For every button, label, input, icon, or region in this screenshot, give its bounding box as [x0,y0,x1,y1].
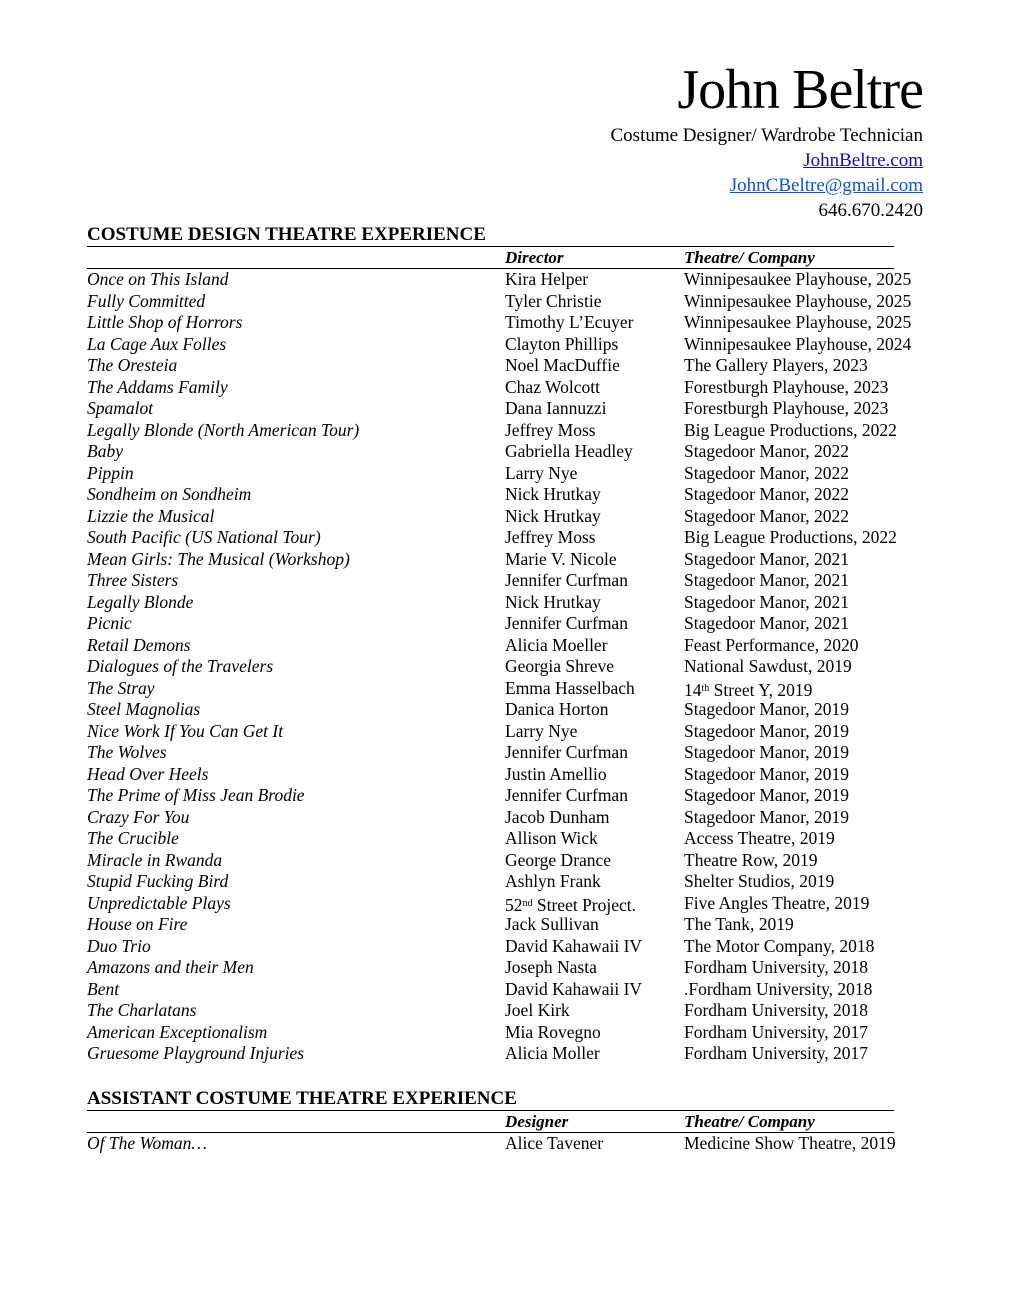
credit-row [87,979,894,1001]
theatre-company: Stagedoor Manor, 2021 [684,613,850,633]
director-name: Joseph Nasta [505,957,597,977]
designer-name: Alice Tavener [505,1133,604,1153]
production-title: Pippin [87,462,134,483]
director-name: Marie V. Nicole [505,548,617,569]
credit-row [87,807,894,829]
director-name: George Drance [505,849,612,870]
director-name: Allison Wick [505,828,598,848]
production-title: Of The Woman… [87,1133,207,1153]
production-title: The Crucible [87,828,179,848]
credit-row [87,914,894,936]
director-name: Jennifer Curfman [505,570,628,590]
director-name: Georgia Shreve [505,656,615,676]
designer-column-header: Designer [505,1112,569,1131]
production-title: Bent [87,978,120,999]
theatre-company: Stagedoor Manor, 2019 [684,806,850,827]
theatre-column-header: Theatre/ Company [684,1112,815,1131]
director-name: Justin Amellio [505,763,607,784]
production-title: Fully Committed [87,290,206,311]
credit-row [87,570,894,592]
theatre-company: Fordham University, 2018 [684,1000,869,1020]
credit-row [87,355,894,377]
director-name: Alicia Moller [505,1043,600,1063]
director-name: Chaz Wolcott [505,376,600,397]
credit-row [87,290,912,313]
credit-row [87,721,894,743]
director-name: Jennifer Curfman [505,613,628,633]
credit-row [87,785,894,807]
theatre-company: The Gallery Players, 2023 [684,355,868,375]
costume-design-section [87,224,912,1065]
director-name: Emma Hasselbach [505,677,635,698]
website-link[interactable]: JohnBeltre.com [803,150,923,171]
director-name: Larry Nye [505,462,578,483]
theatre-company: Stagedoor Manor, 2021 [684,548,850,569]
director-name: Jeffrey Moss [505,419,596,440]
credit-row [87,1043,894,1065]
credit-row [87,699,894,721]
email-link[interactable]: JohnCBeltre@gmail.com [729,175,923,196]
credit-row [87,527,897,549]
credit-row [87,333,912,356]
credit-row [87,1000,894,1022]
credit-row [87,764,894,786]
theatre-company: Stagedoor Manor, 2019 [684,699,850,719]
credit-row [87,678,894,700]
production-title: Amazons and their Men [87,957,254,977]
director-name: Timothy L’Ecuyer [505,312,634,332]
production-title: Once on This Island [87,269,229,289]
credit-row [87,635,894,657]
production-title: La Cage Aux Folles [87,333,227,354]
production-title: Stupid Fucking Bird [87,871,229,891]
column-header-row [87,1111,894,1133]
production-title: Mean Girls: The Musical (Workshop) [87,548,350,569]
section-title: ASSISTANT COSTUME THEATRE EXPERIENCE [87,1089,894,1111]
resume-header [611,58,924,223]
production-title: Crazy For You [87,806,190,827]
director-name: Jacob Dunham [505,806,610,827]
credit-row [87,549,894,571]
credit-row [87,312,912,334]
phone-number: 646.670.2420 [818,200,923,221]
credit-row [87,398,894,420]
credit-row [87,656,894,678]
theatre-company: Forestburgh Playhouse, 2023 [684,398,889,418]
credit-row [87,613,894,635]
credit-row [87,592,894,614]
director-name: Larry Nye [505,720,578,741]
theatre-company: Fordham University, 2018 [684,957,869,977]
job-title: Costume Designer/ Wardrobe Technician [610,125,923,146]
theatre-company: Winnipesaukee Playhouse, 2025 [684,290,912,311]
theatre-company: Stagedoor Manor, 2019 [684,763,850,784]
theatre-company: Stagedoor Manor, 2022 [684,441,850,461]
theatre-company: Access Theatre, 2019 [684,828,835,848]
production-title: Nice Work If You Can Get It [87,720,284,741]
theatre-company: National Sawdust, 2019 [684,656,852,676]
credits-list [87,269,912,1065]
production-title: Gruesome Playground Injuries [87,1043,305,1063]
credit-row [87,1022,894,1044]
credit-row [87,828,894,850]
theatre-column-header: Theatre/ Company [684,248,815,267]
director-name: Mia Rovegno [505,1021,601,1042]
production-title: Spamalot [87,398,154,418]
theatre-company: Stagedoor Manor, 2019 [684,720,850,741]
director-name: Tyler Christie [505,290,602,311]
production-title: Picnic [87,613,132,633]
production-title: South Pacific (US National Tour) [87,527,321,547]
director-name: Nick Hrutkay [505,484,601,504]
section-title: COSTUME DESIGN THEATRE EXPERIENCE [87,225,894,247]
director-name: Jack Sullivan [505,914,599,934]
theatre-company: Big League Productions, 2022 [684,527,897,547]
theatre-company: Stagedoor Manor, 2021 [684,570,850,590]
director-name: David Kahawaii IV [505,935,643,956]
production-title: House on Fire [87,914,188,934]
production-title: Little Shop of Horrors [87,312,243,332]
credit-row [87,463,894,485]
production-title: Baby [87,441,123,461]
theatre-company: Stagedoor Manor, 2019 [684,785,850,805]
credit-row [87,419,897,442]
director-name: David Kahawaii IV [505,978,643,999]
credit-row [87,1133,894,1155]
column-header-row [87,247,894,269]
production-title: The Oresteia [87,355,178,375]
production-title: The Wolves [87,742,167,762]
director-name: Clayton Phillips [505,333,619,354]
theatre-company: 14th Street Y, 2019 [684,679,813,700]
theatre-company: Stagedoor Manor, 2019 [684,742,850,762]
director-name: Ashlyn Frank [505,871,601,891]
production-title: Steel Magnolias [87,699,201,719]
production-title: The Addams Family [87,376,228,397]
director-name: Nick Hrutkay [505,591,601,612]
production-title: Three Sisters [87,570,179,590]
production-title: Head Over Heels [87,763,209,784]
production-title: Legally Blonde [87,591,194,612]
production-title: The Charlatans [87,1000,197,1020]
credit-row [87,441,894,463]
director-name: Joel Kirk [505,1000,570,1020]
theatre-company: Stagedoor Manor, 2022 [684,484,850,504]
theatre-company: The Motor Company, 2018 [684,935,875,956]
credit-row [87,377,894,399]
director-name: 52nd Street Project. [505,894,637,915]
theatre-company: Big League Productions, 2022 [684,419,897,440]
assistant-costume-section [87,1089,894,1155]
director-name: Jennifer Curfman [505,785,628,805]
credit-row [87,742,894,764]
production-title: Lizzie the Musical [87,505,215,526]
credit-row [87,871,894,893]
production-title: Legally Blonde (North American Tour) [87,419,360,440]
director-name: Jeffrey Moss [505,527,596,547]
theatre-company: Stagedoor Manor, 2022 [684,462,850,483]
director-name: Kira Helper [505,269,589,289]
director-name: Nick Hrutkay [505,505,601,526]
theatre-company: Forestburgh Playhouse, 2023 [684,376,889,397]
production-title: Dialogues of the Travelers [87,656,274,676]
director-name: Alicia Moeller [505,634,608,655]
director-name: Noel MacDuffie [505,355,620,375]
production-title: American Exceptionalism [87,1021,268,1042]
production-title: The Stray [87,677,155,698]
credits-list [87,1133,894,1155]
production-title: Miracle in Rwanda [87,849,223,870]
theatre-company: Winnipesaukee Playhouse, 2024 [684,333,912,354]
director-name: Gabriella Headley [505,441,633,461]
theatre-company: Winnipesaukee Playhouse, 2025 [684,312,912,332]
theatre-company: Shelter Studios, 2019 [684,871,835,891]
theatre-company: Medicine Show Theatre, 2019 [684,1133,896,1153]
theatre-company: Feast Performance, 2020 [684,634,859,655]
production-title: Duo Trio [87,935,151,956]
credit-row [87,484,894,506]
director-name: Danica Horton [505,699,609,719]
production-title: Sondheim on Sondheim [87,484,252,504]
director-name: Jennifer Curfman [505,742,628,762]
credit-row [87,936,894,958]
theatre-company: Stagedoor Manor, 2021 [684,591,850,612]
credit-row [87,506,894,528]
theatre-company: Five Angles Theatre, 2019 [684,892,870,913]
credit-row [87,957,894,979]
theatre-company: The Tank, 2019 [684,914,794,934]
production-title: Unpredictable Plays [87,892,231,913]
credit-row [87,850,894,872]
credit-row [87,269,912,291]
theatre-company: Stagedoor Manor, 2022 [684,505,850,526]
credit-row [87,893,894,915]
director-column-header: Director [505,248,564,267]
theatre-company: Theatre Row, 2019 [684,849,818,870]
name-heading: John Beltre [677,59,923,121]
theatre-company: Fordham University, 2017 [684,1043,869,1063]
theatre-company: Winnipesaukee Playhouse, 2025 [684,269,912,289]
theatre-company: Fordham University, 2017 [684,1021,869,1042]
production-title: Retail Demons [87,634,191,655]
director-name: Dana Iannuzzi [505,398,607,418]
production-title: The Prime of Miss Jean Brodie [87,785,305,805]
theatre-company: .Fordham University, 2018 [684,978,873,999]
